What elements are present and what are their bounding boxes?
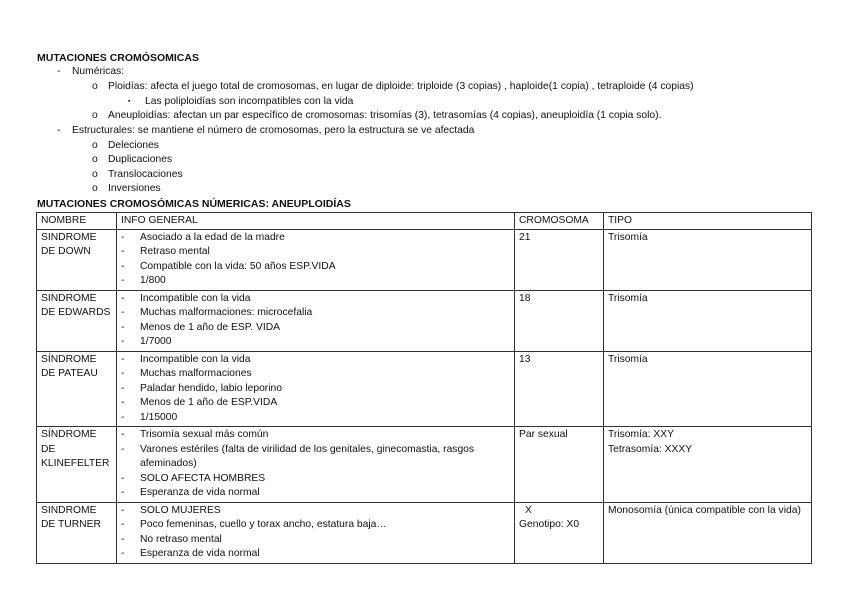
table-row xyxy=(37,351,812,427)
info-item: - 1/15000 xyxy=(121,411,510,426)
info-item: - 1/7000 xyxy=(121,335,510,350)
dash-bullet: - xyxy=(57,66,61,77)
header-info: INFO GENERAL xyxy=(117,213,515,230)
info-item: - SOLO AFECTA HOMBRES xyxy=(121,472,510,487)
list-item-estructurales xyxy=(57,124,474,138)
cell-cromosoma: 18 xyxy=(515,290,604,351)
info-item: - Esperanza de vida normal xyxy=(121,547,510,562)
numericas-text: Numéricas: xyxy=(72,66,125,77)
cell-info xyxy=(117,502,515,563)
cromosoma-line: Genotipo: X0 xyxy=(519,519,580,530)
circle-bullet: o xyxy=(92,81,98,92)
cell-cromosoma: 21 xyxy=(515,229,604,290)
info-item: - Trisomía sexual más común xyxy=(121,428,510,443)
cell-cromosoma: Par sexual xyxy=(515,427,604,503)
info-item: - Paladar hendido, labio leporino xyxy=(121,382,510,397)
deleciones-text: Deleciones xyxy=(108,140,159,151)
circle-bullet: o xyxy=(92,140,98,151)
cromosoma-line: X xyxy=(525,504,532,516)
info-item: - Varones estériles (falta de virilidad de los genitales, ginecomastia, rasgos afeminados) xyxy=(121,443,510,472)
translocaciones-text: Translocaciones xyxy=(108,169,183,180)
cell-nombre: SINDROME DE EDWARDS xyxy=(37,290,117,351)
list-item-translocaciones xyxy=(92,168,183,182)
list-item-duplicaciones xyxy=(92,153,172,167)
cell-nombre: SINDROME DE TURNER xyxy=(37,502,117,563)
poliploidias-text: Las poliploidías son incompatibles con la vida xyxy=(145,96,354,107)
list-item-inversiones xyxy=(92,182,161,196)
header-tipo: TIPO xyxy=(604,213,812,230)
square-bullet: ▪ xyxy=(128,98,131,105)
aneuploidias-text: Aneuploidías: afectan un par específico de cromosomas: trisomías (3), tetrasomías (4 copias), aneuploidía (1 copia solo). xyxy=(108,110,662,121)
list-item-deleciones xyxy=(92,139,159,153)
tipo-line: Tetrasomía: XXXY xyxy=(608,443,693,455)
info-item: - Compatible con la vida: 50 años ESP.VIDA xyxy=(121,260,510,275)
info-item: - 1/800 xyxy=(121,274,510,289)
cell-nombre: SINDROME DE DOWN xyxy=(37,229,117,290)
aneuploidias-table xyxy=(36,212,812,564)
circle-bullet: o xyxy=(92,169,98,180)
info-item: - Menos de 1 año de ESP.VIDA xyxy=(121,396,510,411)
tipo-line: Trisomía: XXY xyxy=(608,429,674,440)
duplicaciones-text: Duplicaciones xyxy=(108,154,173,165)
estructurales-text: Estructurales: se mantiene el número de cromosomas, pero la estructura se ve afectada xyxy=(72,125,475,136)
info-item: - Muchas malformaciones: microcefalia xyxy=(121,306,510,321)
list-item-aneuploidias xyxy=(92,109,661,123)
table-row xyxy=(37,229,812,290)
circle-bullet: o xyxy=(92,183,98,194)
cell-info xyxy=(117,427,515,503)
ploidias-text: Ploidías: afecta el juego total de cromosomas, en lugar de diploide: triploide (3 copias) , haploide(1 copia) , tetraploide (4 copias) xyxy=(108,81,694,92)
circle-bullet: o xyxy=(92,154,98,165)
info-item: - No retraso mental xyxy=(121,533,510,548)
cell-tipo xyxy=(604,427,812,503)
table-row xyxy=(37,290,812,351)
header-nombre: NOMBRE xyxy=(37,213,117,230)
info-item: - Incompatible con la vida xyxy=(121,353,510,368)
info-item: - SOLO MUJERES xyxy=(121,504,510,519)
table-row xyxy=(37,427,812,503)
heading-mutaciones-cromosomicas: MUTACIONES CROMÓSOMICAS xyxy=(37,52,199,64)
cell-tipo: Monosomía (única compatible con la vida) xyxy=(604,502,812,563)
dash-bullet: - xyxy=(57,125,61,136)
heading-aneuploidias: MUTACIONES CROMOSÓMICAS NÚMERICAS: ANEUPLOIDÍAS xyxy=(37,198,351,210)
table-header-row xyxy=(37,213,812,230)
cell-cromosoma xyxy=(515,502,604,563)
cell-cromosoma: 13 xyxy=(515,351,604,427)
header-cromosoma: CROMOSOMA xyxy=(515,213,604,230)
cell-info xyxy=(117,290,515,351)
info-item: - Incompatible con la vida xyxy=(121,292,510,307)
list-item-ploidias xyxy=(92,80,694,94)
inversiones-text: Inversiones xyxy=(108,183,161,194)
list-item-numericas xyxy=(57,65,124,79)
cell-info xyxy=(117,351,515,427)
circle-bullet: o xyxy=(92,110,98,121)
cell-tipo: Trisomía xyxy=(604,351,812,427)
info-item: - Muchas malformaciones xyxy=(121,367,510,382)
cell-info xyxy=(117,229,515,290)
info-item: - Poco femeninas, cuello y torax ancho, estatura baja… xyxy=(121,518,510,533)
info-item: - Retraso mental xyxy=(121,245,510,260)
list-item-poliploidias xyxy=(128,95,353,109)
table-row xyxy=(37,502,812,563)
cell-tipo: Trisomía xyxy=(604,229,812,290)
info-item: - Asociado a la edad de la madre xyxy=(121,231,510,246)
cell-nombre: SÍNDROME DE PATEAU xyxy=(37,351,117,427)
info-item: - Esperanza de vida normal xyxy=(121,486,510,501)
cell-nombre: SÍNDROME DE KLINEFELTER xyxy=(37,427,117,503)
cell-tipo: Trisomía xyxy=(604,290,812,351)
info-item: - Menos de 1 año de ESP. VIDA xyxy=(121,321,510,336)
